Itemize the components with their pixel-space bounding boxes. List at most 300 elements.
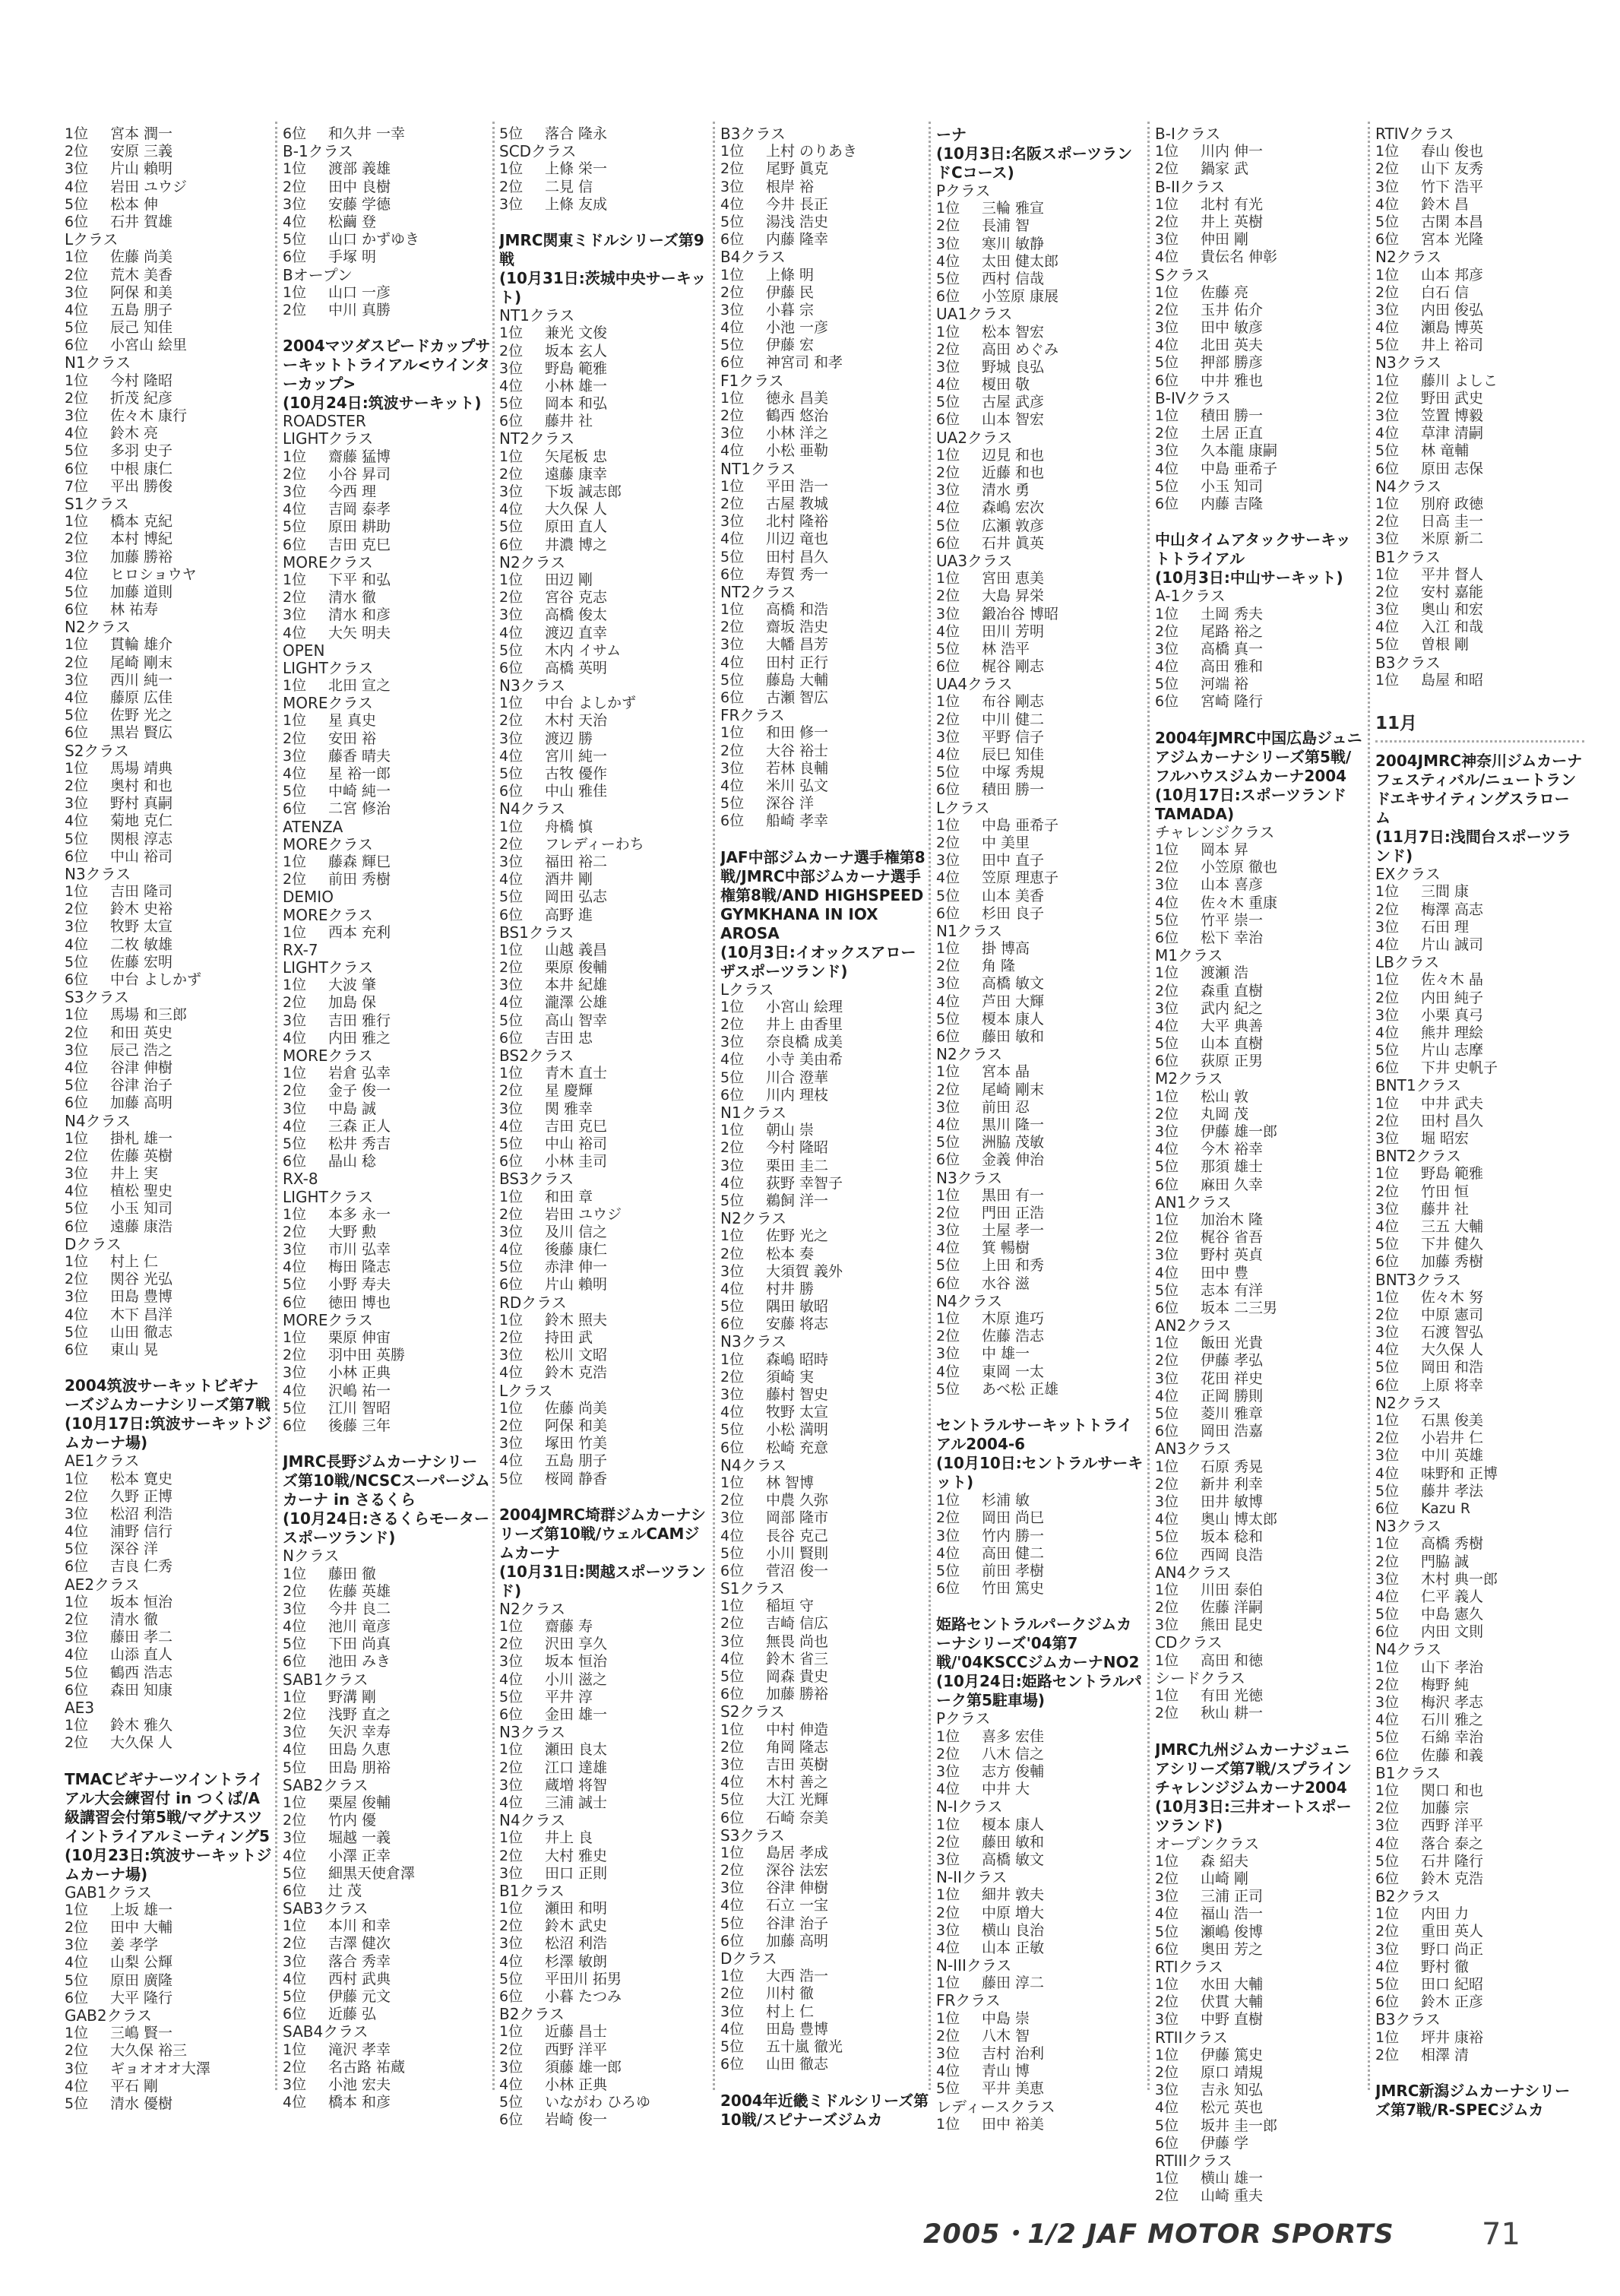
driver-name: 八木 信之 bbox=[982, 1745, 1045, 1762]
class-label: AN1クラス bbox=[1155, 1193, 1232, 1211]
result-row bbox=[1375, 407, 1584, 425]
rank: 1位 bbox=[283, 283, 307, 301]
rank: 4位 bbox=[936, 1544, 960, 1562]
rank: 3位 bbox=[1375, 1570, 1400, 1588]
driver-name: 赤津 伸一 bbox=[545, 1259, 608, 1276]
rank: 3位 bbox=[1155, 1123, 1179, 1140]
class-label: RTIクラス bbox=[1155, 1958, 1223, 1976]
driver-name: 竹田 恒 bbox=[1421, 1183, 1470, 1200]
result-row bbox=[283, 2094, 492, 2111]
result-row bbox=[65, 1253, 274, 1271]
rank: 2位 bbox=[720, 1245, 745, 1262]
rank: 2位 bbox=[65, 1024, 89, 1041]
month-heading: 11月 bbox=[1375, 711, 1584, 743]
result-row bbox=[1375, 1782, 1584, 1800]
result-row bbox=[1375, 214, 1584, 231]
driver-name: 今村 隆昭 bbox=[766, 1139, 829, 1157]
rank: 4位 bbox=[65, 1523, 89, 1541]
rank: 1位 bbox=[1155, 1211, 1179, 1228]
rank: 2位 bbox=[1375, 901, 1400, 918]
rank: 6位 bbox=[499, 1706, 524, 1723]
result-row bbox=[283, 1012, 492, 1030]
result-row bbox=[936, 1728, 1145, 1746]
driver-name: 川田 泰伯 bbox=[1201, 1581, 1264, 1598]
driver-name: 大波 肇 bbox=[328, 977, 377, 994]
result-row bbox=[283, 2059, 492, 2076]
driver-name: 加藤 勝裕 bbox=[766, 1686, 829, 1703]
driver-name: 味野和 正博 bbox=[1421, 1465, 1498, 1482]
result-row bbox=[720, 1316, 929, 1333]
rank: 3位 bbox=[499, 1100, 524, 1117]
driver-name: 佐藤 英樹 bbox=[110, 1147, 173, 1164]
result-row bbox=[1375, 1677, 1584, 1694]
driver-name: 喜多 宏佳 bbox=[982, 1728, 1045, 1745]
driver-name: 谷津 伸樹 bbox=[110, 1059, 173, 1076]
class-label: S3クラス bbox=[65, 989, 129, 1007]
rank: 3位 bbox=[1155, 1888, 1179, 1905]
driver-name: 朝山 崇 bbox=[766, 1122, 815, 1139]
result-row bbox=[936, 587, 1145, 605]
result-row bbox=[936, 1028, 1145, 1046]
event-heading: 2004筑波サーキットビギナーズジムカーナシリーズ第7戦 bbox=[65, 1376, 271, 1414]
driver-name: 久野 正博 bbox=[110, 1487, 173, 1505]
result-row bbox=[1155, 1705, 1364, 1722]
rank: 5位 bbox=[283, 231, 307, 249]
driver-name: 鵜飼 洋一 bbox=[766, 1192, 829, 1209]
driver-name: 佐藤 宏明 bbox=[110, 953, 173, 971]
result-row bbox=[1155, 912, 1364, 929]
driver-name: 志本 有洋 bbox=[1201, 1281, 1264, 1299]
class-label: RTIIIクラス bbox=[1155, 2152, 1232, 2170]
rank: 2位 bbox=[720, 160, 745, 178]
rank: 1位 bbox=[1155, 1652, 1179, 1669]
rank: 1位 bbox=[720, 1474, 745, 1491]
result-row bbox=[936, 499, 1145, 517]
driver-name: 藤田 敏和 bbox=[982, 1833, 1045, 1851]
driver-name: 仲田 剛 bbox=[1201, 231, 1249, 249]
driver-name: 木村 善之 bbox=[766, 1774, 829, 1791]
result-row bbox=[283, 1364, 492, 1382]
result-row bbox=[936, 1310, 1145, 1328]
rank: 3位 bbox=[283, 1829, 307, 1847]
rank: 2位 bbox=[720, 1016, 745, 1034]
result-row bbox=[283, 1918, 492, 1935]
driver-name: 小野 寿夫 bbox=[328, 1276, 391, 1294]
rank: 5位 bbox=[1155, 1923, 1179, 1940]
driver-name: 深谷 洋 bbox=[766, 795, 815, 812]
rank: 5位 bbox=[720, 1791, 745, 1809]
rank: 6位 bbox=[936, 411, 960, 429]
rank: 4位 bbox=[499, 871, 524, 888]
column-divider bbox=[1368, 122, 1370, 2090]
driver-name: 角 隆 bbox=[982, 958, 1016, 975]
driver-name: 折茂 紀彦 bbox=[110, 389, 173, 407]
rank: 3位 bbox=[499, 1435, 524, 1452]
result-row bbox=[499, 642, 708, 660]
rank: 3位 bbox=[720, 1509, 745, 1527]
result-row bbox=[936, 975, 1145, 993]
rank: 3位 bbox=[1375, 1130, 1400, 1147]
driver-name: 鍋家 武 bbox=[1201, 160, 1249, 178]
driver-name: 尾路 裕之 bbox=[1201, 622, 1264, 640]
rank: 3位 bbox=[936, 1345, 960, 1363]
rank: 6位 bbox=[499, 659, 524, 676]
result-row bbox=[720, 1139, 929, 1157]
driver-name: 栗原 俊輔 bbox=[545, 959, 608, 977]
result-row bbox=[283, 1865, 492, 1883]
rank: 1位 bbox=[1155, 605, 1179, 622]
rank: 6位 bbox=[65, 1681, 89, 1699]
driver-name: 石原 秀晃 bbox=[1201, 1458, 1264, 1475]
driver-name: 桜岡 静香 bbox=[545, 1470, 608, 1487]
result-row bbox=[1155, 1511, 1364, 1528]
rank: 6位 bbox=[720, 1439, 745, 1456]
driver-name: 小栗 真弓 bbox=[1421, 1006, 1484, 1024]
driver-name: 門脇 誠 bbox=[1421, 1553, 1470, 1570]
driver-name: 田中 直子 bbox=[982, 852, 1045, 869]
rank: 6位 bbox=[720, 812, 745, 830]
driver-name: 渡瀬 浩 bbox=[1201, 964, 1249, 982]
class-label: N-Iクラス bbox=[936, 1798, 1003, 1816]
rank: 3位 bbox=[1155, 640, 1179, 657]
driver-name: 飯田 光貴 bbox=[1201, 1335, 1264, 1352]
rank: 2位 bbox=[65, 901, 89, 918]
result-row bbox=[1155, 1423, 1364, 1440]
rank: 5位 bbox=[1375, 636, 1400, 654]
driver-name: 滝沢 孝幸 bbox=[328, 2041, 391, 2058]
driver-name: 中 美里 bbox=[982, 834, 1030, 851]
result-row bbox=[720, 1369, 929, 1386]
result-row bbox=[720, 1528, 929, 1545]
rank: 5位 bbox=[499, 1259, 524, 1276]
driver-name: 高橋 真一 bbox=[1201, 640, 1264, 657]
result-row bbox=[936, 1763, 1145, 1781]
result-row bbox=[1155, 2047, 1364, 2064]
result-row bbox=[65, 1094, 274, 1112]
rank: 6位 bbox=[499, 783, 524, 800]
driver-name: 佐藤 尚美 bbox=[545, 1399, 608, 1417]
rank: 2位 bbox=[936, 1204, 960, 1221]
result-row bbox=[283, 1294, 492, 1312]
driver-name: 原田 耕助 bbox=[328, 518, 391, 536]
driver-name: 中島 憲久 bbox=[1421, 1606, 1484, 1623]
rank: 1位 bbox=[65, 249, 89, 266]
class-label: S1クラス bbox=[720, 1580, 785, 1598]
class-label: N2クラス bbox=[65, 619, 131, 637]
rank: 1位 bbox=[283, 571, 307, 588]
class-label: NT2クラス bbox=[499, 430, 575, 448]
rank: 1位 bbox=[1375, 1165, 1400, 1183]
rank: 1位 bbox=[720, 1968, 745, 1985]
rank: 4位 bbox=[1375, 1341, 1400, 1359]
rank: 1位 bbox=[720, 724, 745, 742]
driver-name: 井濃 博之 bbox=[545, 536, 608, 553]
result-row bbox=[1155, 1924, 1364, 1941]
rank: 1位 bbox=[720, 266, 745, 283]
rank: 1位 bbox=[1155, 2170, 1179, 2187]
driver-name: 前田 忍 bbox=[982, 1098, 1030, 1116]
rank: 4位 bbox=[936, 2063, 960, 2080]
driver-name: 清水 徹 bbox=[328, 589, 377, 606]
driver-name: 伊藤 学 bbox=[1201, 2134, 1249, 2152]
result-row bbox=[283, 800, 492, 818]
driver-name: 田井 敏博 bbox=[1201, 1493, 1264, 1510]
rank: 5位 bbox=[499, 395, 524, 413]
driver-name: 杉浦 敏 bbox=[982, 1492, 1030, 1509]
driver-name: 牧野 太宣 bbox=[110, 918, 173, 936]
rank: 2位 bbox=[936, 1904, 960, 1921]
rank: 3位 bbox=[1155, 231, 1179, 249]
class-label: Lクラス bbox=[65, 231, 119, 249]
driver-name: 坂本 恒治 bbox=[110, 1593, 173, 1610]
rank: 6位 bbox=[283, 1653, 307, 1671]
driver-name: 岩田 ユウジ bbox=[545, 1205, 622, 1223]
section-gap bbox=[283, 1435, 492, 1452]
rank: 3位 bbox=[65, 918, 89, 936]
driver-name: 藤原 広佳 bbox=[110, 689, 173, 706]
driver-name: 長浦 智 bbox=[982, 217, 1030, 235]
result-row bbox=[936, 359, 1145, 376]
driver-name: 加藤 勝裕 bbox=[110, 548, 173, 565]
driver-name: 中崎 純一 bbox=[328, 783, 391, 800]
driver-name: 坂本 玄人 bbox=[545, 342, 608, 359]
driver-name: 石井 賀雄 bbox=[110, 213, 173, 230]
result-row bbox=[1375, 179, 1584, 196]
result-row bbox=[1375, 319, 1584, 337]
rank: 4位 bbox=[283, 1847, 307, 1864]
driver-name: 近藤 和也 bbox=[982, 464, 1045, 481]
rank: 2位 bbox=[720, 1738, 745, 1756]
result-row bbox=[283, 302, 492, 319]
result-row bbox=[1155, 841, 1364, 859]
driver-name: 高橋 敏文 bbox=[982, 975, 1045, 993]
class-label: NT1クラス bbox=[720, 460, 796, 478]
rank: 3位 bbox=[936, 2045, 960, 2062]
event-heading: 姫路セントラルパークジムカーナシリーズ'04第7戦/'04KSCCジムカーナNO2 bbox=[936, 1615, 1140, 1672]
result-row bbox=[65, 513, 274, 530]
result-row bbox=[1155, 302, 1364, 319]
result-row bbox=[720, 1474, 929, 1492]
result-row bbox=[499, 1865, 708, 1883]
result-row bbox=[1375, 1359, 1584, 1376]
rank: 1位 bbox=[1155, 1687, 1179, 1704]
driver-name: 関 雅幸 bbox=[545, 1100, 593, 1117]
result-row bbox=[936, 888, 1145, 905]
driver-name: 杉澤 敏朗 bbox=[545, 1952, 608, 1970]
driver-name: 入江 和哉 bbox=[1421, 619, 1484, 636]
rank: 2位 bbox=[1375, 1676, 1400, 1693]
class-label: B3クラス bbox=[1375, 2011, 1441, 2029]
driver-name: 古閑 本昌 bbox=[1421, 213, 1484, 230]
rank: 5位 bbox=[1155, 1158, 1179, 1176]
rank: 5位 bbox=[720, 2038, 745, 2055]
result-row bbox=[1155, 2187, 1364, 2205]
driver-name: 藤井 社 bbox=[545, 413, 593, 430]
driver-name: 清水 勇 bbox=[982, 482, 1030, 499]
result-row bbox=[1155, 1905, 1364, 1923]
rank: 6位 bbox=[936, 904, 960, 922]
driver-name: 遠藤 康幸 bbox=[545, 465, 608, 483]
result-row bbox=[499, 343, 708, 360]
rank: 4位 bbox=[499, 1364, 524, 1382]
rank: 5位 bbox=[283, 1636, 307, 1653]
result-row bbox=[283, 1276, 492, 1294]
result-row bbox=[720, 1509, 929, 1527]
result-row bbox=[936, 729, 1145, 746]
result-row bbox=[1155, 1246, 1364, 1264]
driver-name: 野村 徹 bbox=[1421, 1958, 1470, 1975]
driver-name: 徳田 博也 bbox=[328, 1294, 391, 1311]
driver-name: 吉良 仁秀 bbox=[110, 1558, 173, 1576]
driver-name: 細井 敦夫 bbox=[982, 1886, 1045, 1904]
rank: 5位 bbox=[65, 442, 89, 460]
driver-name: 鈴木 省三 bbox=[766, 1650, 829, 1667]
result-row bbox=[283, 1153, 492, 1170]
rank: 4位 bbox=[1375, 1465, 1400, 1482]
driver-name: 齋藤 寿 bbox=[545, 1618, 593, 1636]
result-row bbox=[283, 1794, 492, 1812]
rank: 2位 bbox=[499, 1205, 524, 1223]
result-row bbox=[499, 1276, 708, 1294]
class-label: BS2クラス bbox=[499, 1047, 574, 1065]
driver-name: 野溝 剛 bbox=[328, 1688, 377, 1705]
class-label: Lクラス bbox=[499, 1382, 553, 1400]
rank: 5位 bbox=[720, 548, 745, 565]
rank: 1位 bbox=[283, 677, 307, 695]
driver-name: 辰巳 知佳 bbox=[982, 746, 1045, 763]
driver-name: 松沼 利浩 bbox=[110, 1505, 173, 1522]
rank: 4位 bbox=[499, 501, 524, 518]
driver-name: 蔵増 将智 bbox=[545, 1776, 608, 1794]
rank: 5位 bbox=[1155, 1528, 1179, 1546]
result-row bbox=[1155, 1229, 1364, 1246]
driver-name: 水田 大輔 bbox=[1201, 1976, 1264, 1994]
rank: 4位 bbox=[499, 1241, 524, 1259]
driver-name: 荻野 幸智子 bbox=[766, 1174, 843, 1192]
class-label: GAB1クラス bbox=[65, 1883, 153, 1902]
driver-name: 森 紹夫 bbox=[1201, 1852, 1249, 1870]
rank: 5位 bbox=[936, 887, 960, 904]
driver-name: 牧野 太宣 bbox=[766, 1404, 829, 1421]
rank: 5位 bbox=[499, 765, 524, 782]
rank: 5位 bbox=[65, 1323, 89, 1341]
section-gap bbox=[283, 319, 492, 337]
rank: 5位 bbox=[936, 394, 960, 411]
class-label: MOREクラス bbox=[283, 1047, 373, 1065]
rank: 3位 bbox=[499, 606, 524, 624]
rank: 3位 bbox=[1155, 442, 1179, 460]
result-row bbox=[65, 689, 274, 707]
class-label: M1クラス bbox=[1155, 947, 1223, 965]
driver-name: 玉井 佑介 bbox=[1201, 301, 1264, 318]
driver-name: 小笠原 康展 bbox=[982, 288, 1059, 306]
driver-name: 米原 新二 bbox=[1421, 530, 1484, 548]
class-label: シードクラス bbox=[1155, 1669, 1245, 1687]
rank: 2位 bbox=[1155, 859, 1179, 876]
result-row bbox=[720, 284, 929, 302]
result-row bbox=[65, 390, 274, 407]
driver-name: 安村 嘉能 bbox=[1421, 583, 1484, 600]
result-row bbox=[283, 448, 492, 466]
rank: 2位 bbox=[936, 340, 960, 358]
result-row bbox=[283, 1812, 492, 1829]
driver-name: 藤島 大輔 bbox=[766, 671, 829, 689]
class-label: N4クラス bbox=[65, 1112, 131, 1130]
result-row bbox=[720, 601, 929, 619]
rank: 2位 bbox=[1375, 1306, 1400, 1323]
rank: 2位 bbox=[283, 1812, 307, 1829]
rank: 3位 bbox=[1375, 1447, 1400, 1465]
class-label: EXクラス bbox=[1375, 866, 1441, 884]
driver-name: 高橋 敏文 bbox=[982, 1851, 1045, 1868]
result-row bbox=[1375, 1994, 1584, 2011]
result-row bbox=[1375, 390, 1584, 407]
driver-name: 新井 利幸 bbox=[1201, 1475, 1264, 1493]
driver-name: 松山 敦 bbox=[1201, 1088, 1249, 1105]
driver-name: 岡田 和浩 bbox=[1421, 1359, 1484, 1376]
rank: 5位 bbox=[1375, 1482, 1400, 1500]
rank: 3位 bbox=[283, 1600, 307, 1617]
rank: 1位 bbox=[283, 1329, 307, 1346]
rank: 5位 bbox=[65, 1664, 89, 1681]
rank: 1位 bbox=[1155, 964, 1179, 982]
rank: 5位 bbox=[1155, 1281, 1179, 1299]
class-label: N-IIIクラス bbox=[936, 1957, 1012, 1975]
result-row bbox=[720, 654, 929, 672]
rank: 1位 bbox=[936, 940, 960, 958]
driver-name: 荒木 美香 bbox=[110, 266, 173, 283]
result-row bbox=[499, 2094, 708, 2111]
rank: 2位 bbox=[720, 1862, 745, 1880]
driver-name: 藤森 輝巳 bbox=[328, 853, 391, 870]
result-row bbox=[1375, 1024, 1584, 1042]
driver-name: 手塚 明 bbox=[328, 249, 377, 266]
result-row bbox=[1375, 1324, 1584, 1341]
driver-name: 岡田 尚巳 bbox=[982, 1509, 1045, 1527]
driver-name: 森重 直樹 bbox=[1201, 982, 1264, 999]
driver-name: 三輪 雅宣 bbox=[982, 200, 1045, 217]
driver-name: 市川 弘幸 bbox=[328, 1241, 391, 1259]
result-row bbox=[1155, 478, 1364, 496]
result-row bbox=[283, 871, 492, 888]
rank: 3位 bbox=[1375, 918, 1400, 936]
rank: 3位 bbox=[65, 1165, 89, 1183]
rank: 6位 bbox=[65, 847, 89, 865]
driver-name: 西岡 良浩 bbox=[1201, 1546, 1264, 1563]
driver-name: 河端 裕 bbox=[1201, 676, 1249, 693]
rank: 5位 bbox=[499, 518, 524, 536]
driver-name: 田川 芳明 bbox=[982, 622, 1045, 640]
rank: 4位 bbox=[283, 1117, 307, 1135]
class-label: N3クラス bbox=[1375, 354, 1442, 372]
rank: 1位 bbox=[936, 1492, 960, 1509]
rank: 4位 bbox=[65, 1306, 89, 1323]
rank: 6位 bbox=[283, 1417, 307, 1434]
driver-name: 古屋 教城 bbox=[766, 495, 829, 512]
rank: 2位 bbox=[499, 2041, 524, 2058]
rank: 5位 bbox=[499, 2094, 524, 2111]
driver-name: 平井 督人 bbox=[1421, 565, 1484, 583]
result-row bbox=[1375, 1941, 1584, 1959]
rank: 6位 bbox=[65, 337, 89, 354]
result-row bbox=[1155, 2011, 1364, 2028]
rank: 3位 bbox=[499, 1864, 524, 1882]
driver-name: 川内 伸一 bbox=[1201, 143, 1264, 160]
results-column bbox=[1155, 125, 1364, 2206]
rank: 1位 bbox=[499, 1741, 524, 1759]
rank: 3位 bbox=[283, 747, 307, 765]
rank: 5位 bbox=[936, 270, 960, 287]
